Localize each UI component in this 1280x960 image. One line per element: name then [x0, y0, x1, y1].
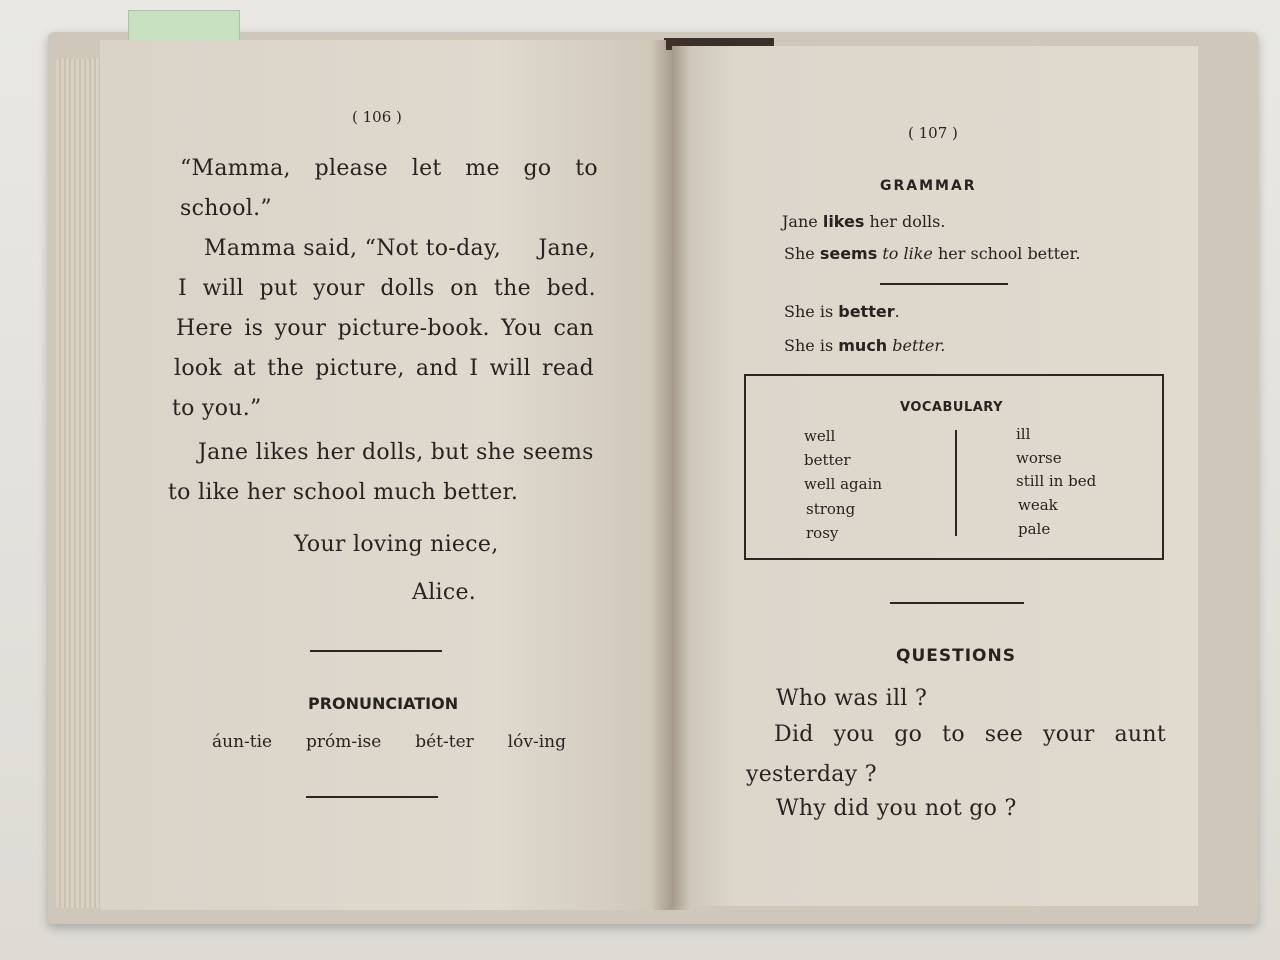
left-line-9: to like her school much better. [168, 480, 519, 505]
text: She [784, 244, 815, 263]
word: put [259, 276, 298, 301]
word: let [411, 156, 442, 181]
book-gutter [650, 40, 690, 910]
word: you [833, 722, 875, 747]
text: her school better. [937, 244, 1081, 263]
left-line-8: Jane likes her dolls, but she seems [198, 440, 594, 465]
bookmark-tab [128, 10, 240, 42]
letter-closing: Your loving niece, [294, 532, 499, 557]
word: will [202, 276, 244, 301]
grammar-sentence-4 [784, 336, 945, 355]
word: the [267, 356, 305, 381]
word: I [469, 356, 479, 381]
left-line-2: school.” [180, 196, 272, 221]
word: at [233, 356, 256, 381]
vocab-right-item: pale [1018, 520, 1051, 538]
text: . [894, 302, 900, 321]
word: You [501, 316, 543, 341]
word: me [465, 156, 500, 181]
text: her dolls. [869, 212, 946, 231]
divider-rule [890, 602, 1024, 604]
vocab-right-item: still in bed [1016, 472, 1097, 490]
pronunciation-word: bét-ter [415, 732, 474, 752]
bold-word: much [838, 336, 888, 355]
left-line-4 [178, 276, 596, 301]
word: read [542, 356, 594, 381]
word: “Mamma, [180, 156, 291, 181]
italic-word: better. [892, 336, 946, 355]
word: look [174, 356, 223, 381]
word: is [244, 316, 264, 341]
vocab-right-item: weak [1018, 496, 1058, 514]
question-2-continued: yesterday ? [746, 762, 877, 787]
letter-signature: Alice. [412, 580, 477, 605]
phrase: Mamma said, “Not to-day, [204, 236, 501, 261]
word: Did [774, 722, 814, 747]
pronunciation-words [212, 732, 566, 752]
word: to [575, 156, 598, 181]
text: Jane [782, 212, 818, 231]
word: and [415, 356, 459, 381]
word: see [984, 722, 1024, 747]
pronunciation-word: áun-tie [212, 732, 273, 752]
word: aunt [1114, 722, 1166, 747]
vocab-left-item: better [804, 451, 851, 469]
vocabulary-column-divider [955, 430, 957, 536]
word: the [493, 276, 531, 301]
vocab-left-item: rosy [806, 524, 839, 542]
grammar-sentence-1 [782, 212, 945, 231]
pronunciation-word: lóv-ing [507, 732, 566, 752]
left-line-1 [180, 156, 598, 181]
question-1: Who was ill ? [776, 686, 928, 711]
left-line-6 [174, 356, 594, 381]
question-2 [774, 722, 1166, 747]
bold-word: better [838, 302, 895, 321]
word: please [314, 156, 388, 181]
vocab-left-item: strong [806, 500, 856, 518]
word: picture-book. [337, 316, 490, 341]
divider-rule [306, 796, 438, 798]
divider-rule [880, 283, 1008, 285]
word: on [450, 276, 479, 301]
word: your [313, 276, 365, 301]
vocab-left-item: well again [804, 475, 883, 493]
word: I [178, 276, 187, 301]
italic-phrase: to like [882, 244, 933, 263]
left-line-7: to you.” [172, 396, 262, 421]
grammar-heading: GRAMMAR [880, 178, 977, 194]
question-3: Why did you not go ? [776, 796, 1017, 821]
vocabulary-heading: VOCABULARY [900, 400, 1004, 415]
word: to [942, 722, 965, 747]
divider-rule [310, 650, 442, 652]
word: picture, [315, 356, 405, 381]
word: go [894, 722, 923, 747]
pronunciation-word: próm-ise [306, 732, 382, 752]
word: your [274, 316, 327, 341]
text: She is [784, 302, 834, 321]
left-line-5 [176, 316, 594, 341]
left-line-3 [204, 236, 596, 261]
bold-word: likes [822, 212, 865, 231]
word: go [523, 156, 552, 181]
page-number-right: ( 107 ) [908, 124, 958, 142]
word: dolls [380, 276, 435, 301]
text: She is [784, 336, 834, 355]
grammar-sentence-2 [784, 244, 1080, 263]
pronunciation-heading: PRONUNCIATION [308, 694, 459, 713]
word: Jane, [538, 236, 596, 261]
word: your [1042, 722, 1095, 747]
vocab-right-item: worse [1016, 449, 1062, 467]
bold-word: seems [819, 244, 878, 263]
word: will [489, 356, 531, 381]
word: Here [176, 316, 233, 341]
page-number-left: ( 106 ) [352, 108, 402, 126]
questions-heading: QUESTIONS [896, 646, 1016, 666]
vocab-left-item: well [804, 427, 836, 445]
word: bed. [546, 276, 596, 301]
grammar-sentence-3 [784, 302, 900, 321]
vocab-right-item: ill [1016, 425, 1031, 443]
word: can [553, 316, 594, 341]
